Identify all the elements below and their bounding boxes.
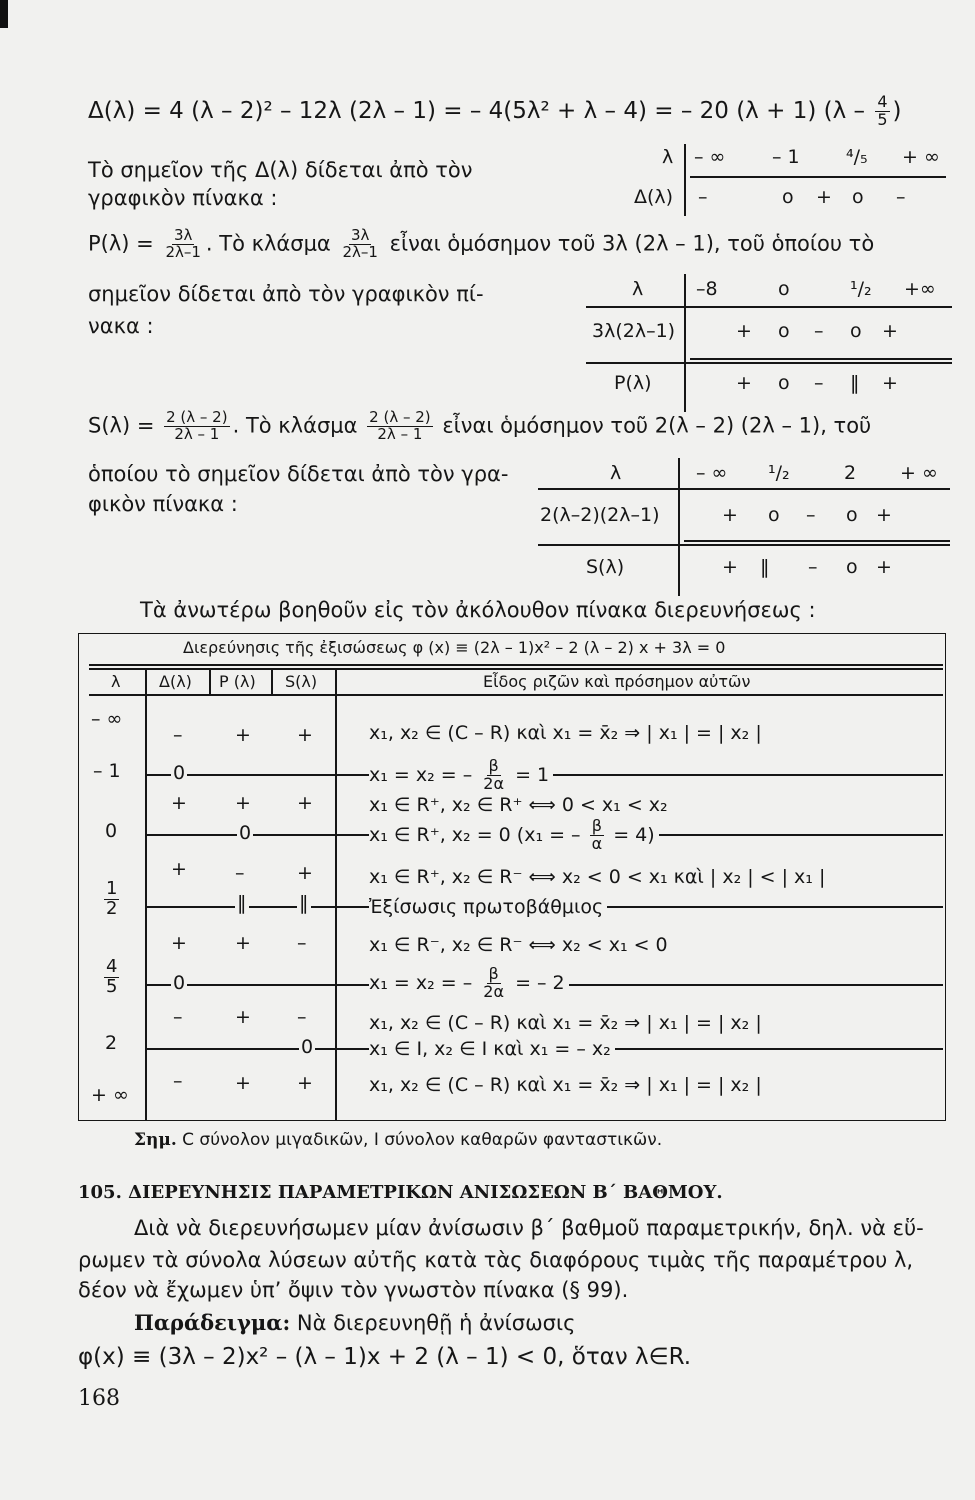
fraction: $\frac{3\lambda}{2\lambda-1}$ (342, 226, 378, 261)
p-sign: + (235, 724, 251, 746)
fraction: $\frac{2 (\lambda - 2)}{2\lambda - 1}$ (369, 408, 431, 443)
lambda-value: + ∞ (91, 1084, 129, 1106)
delta-sign: + (171, 858, 187, 880)
s-sign: – (297, 1006, 307, 1028)
paragraph-line: δέον νὰ ἔχωμεν ὑπ’ ὄψιν τὸν γνωστὸν πίνακα (§ 99). (78, 1278, 629, 1302)
s-sign: ‖ (299, 892, 309, 914)
delta-sign-chart: λ Δ(λ) – ∞ – 1 ⁴/₅ + ∞ – o + o – (620, 142, 950, 222)
p-text-line2: σημεῖον δίδεται ἀπὸ τὸν γραφικὸν πί- (88, 282, 484, 306)
root-description: x₁, x₂ ∈ (C – R) καὶ x₁ = x̄₂ ⇒ | x₁ | = | x₂ | (369, 1012, 762, 1034)
delta-sign: – (173, 1006, 183, 1028)
fraction: $\frac{3\lambda}{2\lambda-1}$ (165, 226, 201, 261)
fraction: $\frac{\beta}{2\alpha}$ (483, 964, 505, 1001)
root-description: x₁ ∈ R⁺, x₂ = 0 (x₁ = – $\frac{\beta}{\alpha}$ = 4) (369, 818, 659, 853)
delta-sign: 0 (173, 972, 186, 994)
col-header-p: P (λ) (219, 672, 256, 691)
s-sign: + (297, 1072, 313, 1094)
delta-sign: + (171, 932, 187, 954)
lambda-fraction-four-fifths: $\frac{4}{5}$ (106, 956, 118, 997)
p-sign: – (235, 862, 245, 884)
s-sign-chart: λ 2(λ–2)(2λ–1) S(λ) – ∞ ¹/₂ 2 + ∞ + o – o + + ‖ – o + (538, 456, 950, 598)
p-sign: 0 (239, 822, 252, 844)
fraction: $\frac{\beta}{\alpha}$ (591, 816, 603, 853)
table-title: Διερεύνησις τῆς ἐξισώσεως φ (x) ≡ (2λ – 1)x² – 2 (λ – 2) x + 3λ = 0 (183, 638, 726, 657)
fraction: $\frac{4}{5}$ (877, 92, 888, 129)
section-heading: 105. ΔΙΕΡΕΥΝΗΣΙΣ ΠΑΡΑΜΕΤΡΙΚΩΝ ΑΝΙΣΩΣΕΩΝ Β΄ ΒΑΘΜΟΥ. (78, 1182, 723, 1203)
s-equation: S(λ) = $\frac{2 (\lambda - 2)}{2\lambda - 1}$ . Τὸ κλάσμα $\frac{2 (\lambda - 2)}{2\lambda - 1}$ εἶναι ὁμόσημον τοῦ 2(λ – 2) (2λ – 1), τοῦ (88, 408, 872, 443)
paragraph-line: ρωμεν τὰ σύνολα λύσεων αὐτῆς κατὰ τὰς διαφόρους τιμὰς τῆς παραμέτρου λ, (78, 1248, 914, 1272)
p-sign: + (235, 792, 251, 814)
p-sign: ‖ (237, 892, 247, 914)
root-description: x₁, x₂ ∈ (C – R) καὶ x₁ = x̄₂ ⇒ | x₁ | = | x₂ | (369, 722, 762, 744)
paragraph-line: Διὰ νὰ διερευνήσωμεν μίαν ἀνίσωσιν β΄ βαθμοῦ παραμετρικήν, δηλ. νὰ εὕ- (134, 1216, 924, 1240)
p-sign-chart: λ 3λ(2λ–1) P(λ) –8 o ¹/₂ +∞ + o – o + + o – ‖ + (586, 272, 952, 414)
page-number: 168 (78, 1386, 120, 1411)
root-description: x₁ ∈ R⁺, x₂ ∈ R⁺ ⟺ 0 < x₁ < x₂ (369, 794, 668, 816)
p-sign: + (235, 1006, 251, 1028)
col-header-s: S(λ) (285, 672, 318, 691)
col-header-delta: Δ(λ) (159, 672, 192, 691)
root-description: x₁ ∈ R⁺, x₂ ∈ R⁻ ⟺ x₂ < 0 < x₁ καὶ | x₂ | < | x₁ | (369, 866, 826, 888)
delta-sign: – (173, 724, 183, 746)
s-sign: – (297, 932, 307, 954)
s-sign: + (297, 792, 313, 814)
root-description: x₁, x₂ ∈ (C – R) καὶ x₁ = x̄₂ ⇒ | x₁ | = | x₂ | (369, 1074, 762, 1096)
fraction: $\frac{\beta}{2\alpha}$ (483, 756, 505, 793)
root-description: x₁ = x₂ = – $\frac{\beta}{2\alpha}$ = 1 (369, 758, 553, 793)
lambda-value: 2 (105, 1032, 118, 1054)
example-formula: φ(x) ≡ (3λ – 2)x² – (λ – 1)x + 2 (λ – 1) < 0, ὅταν λ∈R. (78, 1344, 692, 1370)
lambda-value: – 1 (93, 760, 121, 782)
delta-sign: 0 (173, 762, 186, 784)
s-text-line3: φικὸν πίνακα : (88, 492, 238, 516)
table-note: Σημ. C σύνολον μιγαδικῶν, I σύνολον καθαρῶν φανταστικῶν. (134, 1130, 663, 1150)
delta-equation: Δ(λ) = 4 (λ – 2)² – 12λ (2λ – 1) = – 4(5λ² + λ – 4) = – 20 (λ + 1) (λ – $\frac{4}{5}$ ) (88, 92, 902, 129)
fraction: $\frac{2 (\lambda - 2)}{2\lambda - 1}$ (166, 408, 228, 443)
lambda-value: 0 (105, 820, 118, 842)
delta-sign: – (173, 1070, 183, 1092)
lambda-value: – ∞ (91, 708, 123, 730)
p-sign: + (235, 932, 251, 954)
lambda-fraction-half: $\frac{1}{2}$ (106, 878, 118, 919)
root-description: x₁ ∈ R⁻, x₂ ∈ R⁻ ⟺ x₂ < x₁ < 0 (369, 934, 668, 956)
s-sign: + (297, 862, 313, 884)
root-description: x₁ ∈ I, x₂ ∈ I καὶ x₁ = – x₂ (369, 1038, 615, 1060)
discussion-table (78, 633, 946, 1121)
delta-text-line1: Τὸ σημεῖον τῆς Δ(λ) δίδεται ἀπὸ τὸν (88, 158, 473, 182)
p-equation: P(λ) = $\frac{3\lambda}{2\lambda-1}$ . Τὸ κλάσμα $\frac{3\lambda}{2\lambda-1}$ εἶναι ὁμόσημον τοῦ 3λ (2λ – 1), τοῦ ὁποίου τὸ (88, 226, 875, 261)
s-text-line2: ὁποίου τὸ σημεῖον δίδεται ἀπὸ τὸν γρα- (88, 462, 509, 486)
delta-sign: + (171, 792, 187, 814)
table-intro: Τὰ ἀνωτέρω βοηθοῦν εἰς τὸν ἀκόλουθον πίνακα διερευνήσεως : (140, 598, 816, 622)
scan-edge-mark (0, 0, 8, 28)
delta-text-line2: γραφικὸν πίνακα : (88, 186, 278, 210)
root-description: Ἐξίσωσις πρωτοβάθμιος (369, 896, 607, 918)
col-header-roots: Εἶδος ριζῶν καὶ πρόσημον αὐτῶν (483, 672, 751, 691)
p-text-line3: νακα : (88, 314, 154, 338)
p-sign: + (235, 1072, 251, 1094)
root-description: x₁ = x₂ = – $\frac{\beta}{2\alpha}$ = – 2 (369, 966, 569, 1001)
s-sign: + (297, 724, 313, 746)
example-line: Παράδειγμα: Νὰ διερευνηθῇ ἡ ἀνίσωσις (134, 1310, 576, 1335)
col-header-lambda: λ (111, 672, 121, 691)
s-sign: 0 (301, 1036, 314, 1058)
